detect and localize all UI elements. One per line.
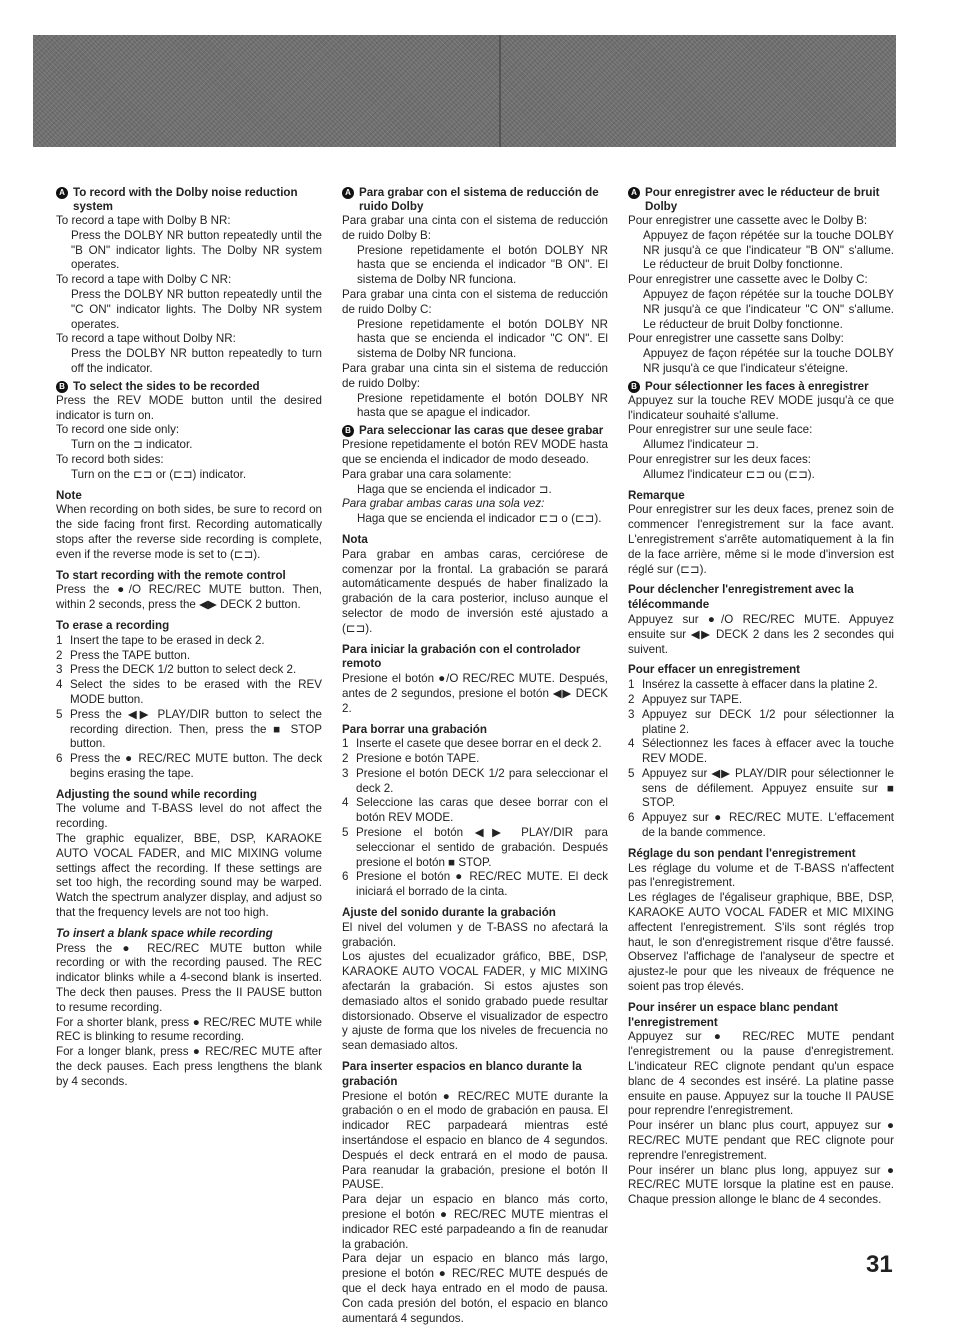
erase-heading: Pour effacer un enregistrement <box>628 663 801 677</box>
paragraph: Appuyez sur la touche REV MODE jusqu'à ce que l'indicateur souhaité s'allume. <box>628 393 894 422</box>
list-item: 6 Press the ● REC/REC MUTE button. The deck begins erasing the tape. <box>56 752 322 780</box>
note-heading: Nota <box>342 532 368 546</box>
blank-heading: To insert a blank space while recording <box>56 926 273 940</box>
erase-heading: To erase a recording <box>56 618 170 632</box>
paragraph: For a shorter blank, press ● REC/REC MUTE while REC is blinking to resume recording. <box>56 1015 322 1044</box>
paragraph: Allumez l'indicateur ⊐. <box>643 438 759 452</box>
section-dolby-heading: A Para grabar con el sistema de reducción de ruido Dolby <box>342 186 608 214</box>
list-item: 3 Appuyez sur DECK 1/2 pour sélectionner la platine 2. <box>628 707 894 736</box>
paragraph: Pour enregistrer une cassette avec le Dolby C: <box>628 273 868 287</box>
paragraph: To record a tape without Dolby NR: <box>56 332 236 346</box>
banner-divider <box>499 35 501 147</box>
paragraph: Pour enregistrer sur les deux faces: <box>628 452 812 466</box>
note-heading: Remarque <box>628 488 685 502</box>
paragraph: For a longer blank, press ● REC/REC MUTE after the deck pauses. Each press lengthens the blank by 4 seconds. <box>56 1045 322 1088</box>
paragraph: Para grabar una cinta con el sistema de reducción de ruido Dolby B: <box>342 214 608 242</box>
section-a-marker-icon: A <box>628 187 640 199</box>
paragraph: To record both sides: <box>56 452 164 466</box>
paragraph: Presione repetidamente el botón REV MODE hasta que se encienda el indicador de modo deseado. <box>342 438 608 466</box>
section-dolby-heading: A To record with the Dolby noise reduction system <box>56 186 322 214</box>
note-text: Pour enregistrer sur les deux faces, prenez soin de commencer l'enregistrement sur la face avant. L'enregistrement s'arrête automatiquement à la fin de la face arrière, même si le mode d'inversion est réglé sur (⊏⊐). <box>628 503 894 576</box>
adjust-heading: Ajuste del sonido durante la grabación <box>342 906 556 920</box>
list-item: 1 Insert the tape to be erased in deck 2. <box>56 633 265 647</box>
paragraph: Haga que se encienda el indicador ⊏⊐ o (⊏⊐). <box>357 512 602 526</box>
paragraph: Press the DOLBY NR button repeatedly until the "B ON" indicator lights. The Dolby NR system operates. <box>71 228 322 272</box>
remote-heading: Pour déclencher l'enregistrement avec la télécommande <box>628 583 854 612</box>
paragraph: To record a tape with Dolby C NR: <box>56 273 232 287</box>
paragraph: Turn on the ⊐ indicator. <box>71 438 193 452</box>
note-heading: Note <box>56 488 82 502</box>
paragraph: Para grabar una cinta sin el sistema de reducción de ruido Dolby: <box>342 361 608 390</box>
paragraph: El nivel del volumen y de T-BASS no afectará la grabación. <box>342 920 608 949</box>
list-item: 6 Presione el botón ● REC/REC MUTE. El deck iniciará el borrado de la cinta. <box>342 870 608 899</box>
paragraph: The volume and T-BASS level do not affect the recording. <box>56 802 322 831</box>
section-a-marker-icon: A <box>342 187 354 199</box>
paragraph: Press the ●/O REC/REC MUTE button. Then, within 2 seconds, press the ◀▶ DECK 2 button. <box>56 583 322 612</box>
page-number: 31 <box>866 1251 893 1278</box>
paragraph: Pour insérer un blanc plus court, appuyez sur ● REC/REC MUTE pendant que REC clignote pour reprendre l'enregistrement. <box>628 1119 894 1162</box>
adjust-heading: Adjusting the sound while recording <box>56 787 257 801</box>
list-item: 1 Inserte el casete que desee borrar en el deck 2. <box>342 737 602 751</box>
paragraph: Presione el botón ● REC/REC MUTE durante la grabación o en el modo de grabación en pausa. El indicador REC parpadeará mientras esté insertándose el espacio en blanco de 4 segundos. Después el deck entrará en el modo de pausa. Para reanudar la grabación, presione el botón II PAUSE. <box>342 1089 608 1192</box>
paragraph: Press the DOLBY NR button repeatedly to turn off the indicator. <box>71 347 322 375</box>
remote-heading: To start recording with the remote control <box>56 568 286 582</box>
paragraph: Press the ● REC/REC MUTE button while recording or with the recording paused. The REC indicator blinks while a 4-second blank is inserted. The deck then pauses. Press the II PAUSE button to resume recording. <box>56 941 322 1014</box>
note-text: When recording on both sides, be sure to record on the side facing front first. Recording automatically stops after the reverse side recording is complete, even if the reverse mode is set to (⊏⊐). <box>56 503 322 561</box>
paragraph: Para dejar un espacio en blanco más largo, presione el botón ● REC/REC MUTE después de que el deck haya entrado en el modo de pausa. Con cada presión del botón, el espacio en blanco aumentará 4 segundos. <box>342 1252 608 1325</box>
blank-heading: Para inserter espacios en blanco durante la grabación <box>342 1060 582 1088</box>
paragraph: Les réglage du volume et de T-BASS n'affectent pas l'enregistrement. <box>628 861 894 890</box>
paragraph: To record a tape with Dolby B NR: <box>56 214 231 227</box>
paragraph: Pour enregistrer une cassette avec le Dolby B: <box>628 214 868 227</box>
paragraph: The graphic equalizer, BBE, DSP, KARAOKE AUTO VOCAL FADER, and MIC MIXING volume settings affect the recording. If these settings are set too high, the recording sound may be warped. Watch the spectrum analyzer display, and adjust so that the frequency levels are not too high. <box>56 832 322 920</box>
section-b-marker-icon: B <box>342 425 354 437</box>
list-item: 2 Appuyez sur TAPE. <box>628 692 743 706</box>
paragraph: Para grabar una cinta con el sistema de reducción de ruido Dolby C: <box>342 287 608 316</box>
paragraph: Press the DOLBY NR button repeatedly until the "C ON" indicator lights. The Dolby NR system operates. <box>71 287 322 331</box>
paragraph: Appuyez sur ●/O REC/REC MUTE. Appuyez ensuite sur ◀▶ DECK 2 dans les 2 secondes qui suivent. <box>628 612 894 656</box>
column-spanish <box>342 186 608 1326</box>
list-item: 4 Sélectionnez les faces à effacer avec la touche REV MODE. <box>628 737 894 766</box>
paragraph: Les réglages de l'égaliseur graphique, BBE, DSP, KARAOKE AUTO VOCAL FADER et MIC MIXING affectent l'enregistrement. S'ils sont réglés trop haut, le son d'enregistrement risque d'être faussé. Observez l'affichage de l'analyseur de spectre et ajustez-le pour que les niveaux de fréquence ne soient pas trop élevés. <box>628 891 894 994</box>
paragraph: Appuyez sur ● REC/REC MUTE pendant l'enregistrement ou la pause d'enregistrement. L'indicateur REC clignote pendant qu'un espace blanc de 4 secondes est inséré. La platine passe ensuite en pause. Appuyez sur la touche II PAUSE pour reprendre l'enregistrement. <box>628 1030 894 1118</box>
remote-heading: Para iniciar la grabación con el controlador remoto <box>342 642 581 671</box>
section-sides-heading: B Para seleccionar las caras que desee grabar <box>342 424 608 438</box>
list-item: 3 Press the DECK 1/2 button to select deck 2. <box>56 663 297 677</box>
paragraph: Appuyez de façon répétée sur la touche DOLBY NR jusqu'à ce que l'indicateur s'éteigne. <box>643 347 894 375</box>
note-text: Para grabar en ambas caras, cerciórese de comenzar por la frontal. La grabación se parará automáticamente después de haber finalizado la grabación de la cara posterior, incluso aunque el selector de modo de inversión esté ajustado a (⊏⊐). <box>342 547 608 635</box>
paragraph: Appuyez de façon répétée sur la touche DOLBY NR jusqu'à ce que l'indicateur "C ON" s'allume. Le réducteur de bruit Dolby fonctionne. <box>643 287 894 331</box>
paragraph: Turn on the ⊏⊐ or (⊏⊐) indicator. <box>71 467 247 481</box>
blank-heading: Pour insérer un espace blanc pendant l'enregistrement <box>628 1000 839 1029</box>
paragraph: Presione el botón ●/O REC/REC MUTE. Después, antes de 2 segundos, presione el botón ◀▶ DECK 2. <box>342 672 608 715</box>
adjust-heading: Réglage du son pendant l'enregistrement <box>628 846 856 860</box>
list-item: 1 Insérez la cassette à effacer dans la platine 2. <box>628 678 878 692</box>
column-english <box>56 186 322 1090</box>
paragraph: Pour insérer un blanc plus long, appuyez sur ● REC/REC MUTE lorsque la platine est en pause. Chaque pression allonge le blanc de 4 secondes. <box>628 1163 894 1207</box>
paragraph: Presione repetidamente el botón DOLBY NR hasta que se encienda el indicador "C ON". El sistema de Dolby NR funciona. <box>357 317 608 361</box>
list-item: 6 Appuyez sur ● REC/REC MUTE. L'effacement de la bande commence. <box>628 811 894 840</box>
list-item: 4 Seleccione las caras que desee borrar con el botón REV MODE. <box>342 796 608 825</box>
section-sides-heading: B Pour sélectionner les faces à enregistrer <box>628 380 894 394</box>
list-item: 5 Press the ◀▶ PLAY/DIR button to select the recording direction. Then, press the ■ STOP button. <box>56 707 322 751</box>
paragraph: Los ajustes del ecualizador gráfico, BBE, DSP, KARAOKE AUTO VOCAL FADER, y MIC MIXING afectarán la grabación. Si estos ajustes son demasiado altos el sonido grabado puede resultar distorsionado. Observe el visualizador de espectro y ajuste de forma que los niveles de frecuencia no sean demasiado altos. <box>342 950 608 1053</box>
column-french <box>628 186 894 1208</box>
section-dolby-heading: A Pour enregistrer avec le réducteur de bruit Dolby <box>628 186 894 214</box>
list-item: 3 Presione el botón DECK 1/2 para seleccionar el deck 2. <box>342 766 608 795</box>
list-item: 5 Presione el botón ◀▶ PLAY/DIR para seleccionar el sentido de grabación. Después presione el botón ■ STOP. <box>342 826 608 869</box>
paragraph: Pour enregistrer une cassette sans Dolby: <box>628 332 844 346</box>
header-banner <box>33 35 896 147</box>
paragraph: Para grabar ambas caras una sola vez: <box>342 497 545 511</box>
paragraph: To record one side only: <box>56 423 180 437</box>
paragraph: Haga que se encienda el indicador ⊐. <box>357 482 552 496</box>
list-item: 5 Appuyez sur ◀▶ PLAY/DIR pour sélectionner le sens de défilement. Appuyez ensuite sur ■ STOP. <box>628 766 894 810</box>
paragraph: Appuyez de façon répétée sur la touche DOLBY NR jusqu'à ce que l'indicateur "B ON" s'allume. Le réducteur de bruit Dolby fonctionne. <box>643 228 894 272</box>
paragraph: Para dejar un espacio en blanco más corto, presione el botón ● REC/REC MUTE mientras el indicador REC esté parpadeando a fin de reanudar la grabación. <box>342 1193 608 1251</box>
erase-heading: Para borrar una grabación <box>342 722 487 736</box>
paragraph: Presione repetidamente el botón DOLBY NR hasta que se encienda el indicador "B ON". El sistema de Dolby NR funciona. <box>357 243 608 287</box>
section-b-marker-icon: B <box>628 381 640 393</box>
section-a-marker-icon: A <box>56 187 68 199</box>
list-item: 2 Press the TAPE button. <box>56 648 191 662</box>
list-item: 4 Select the sides to be erased with the REV MODE button. <box>56 678 322 706</box>
paragraph: Presione repetidamente el botón DOLBY NR hasta que se apague el indicador. <box>357 391 608 420</box>
paragraph: Pour enregistrer sur une seule face: <box>628 423 813 437</box>
list-item: 2 Presione e botón TAPE. <box>342 752 480 766</box>
paragraph: Press the REV MODE button until the desired indicator is turn on. <box>56 393 322 422</box>
section-sides-heading: B To select the sides to be recorded <box>56 380 322 394</box>
section-b-marker-icon: B <box>56 381 68 393</box>
paragraph: Allumez l'indicateur ⊏⊐ ou (⊏⊐). <box>643 467 815 481</box>
paragraph: Para grabar una cara solamente: <box>342 467 512 481</box>
